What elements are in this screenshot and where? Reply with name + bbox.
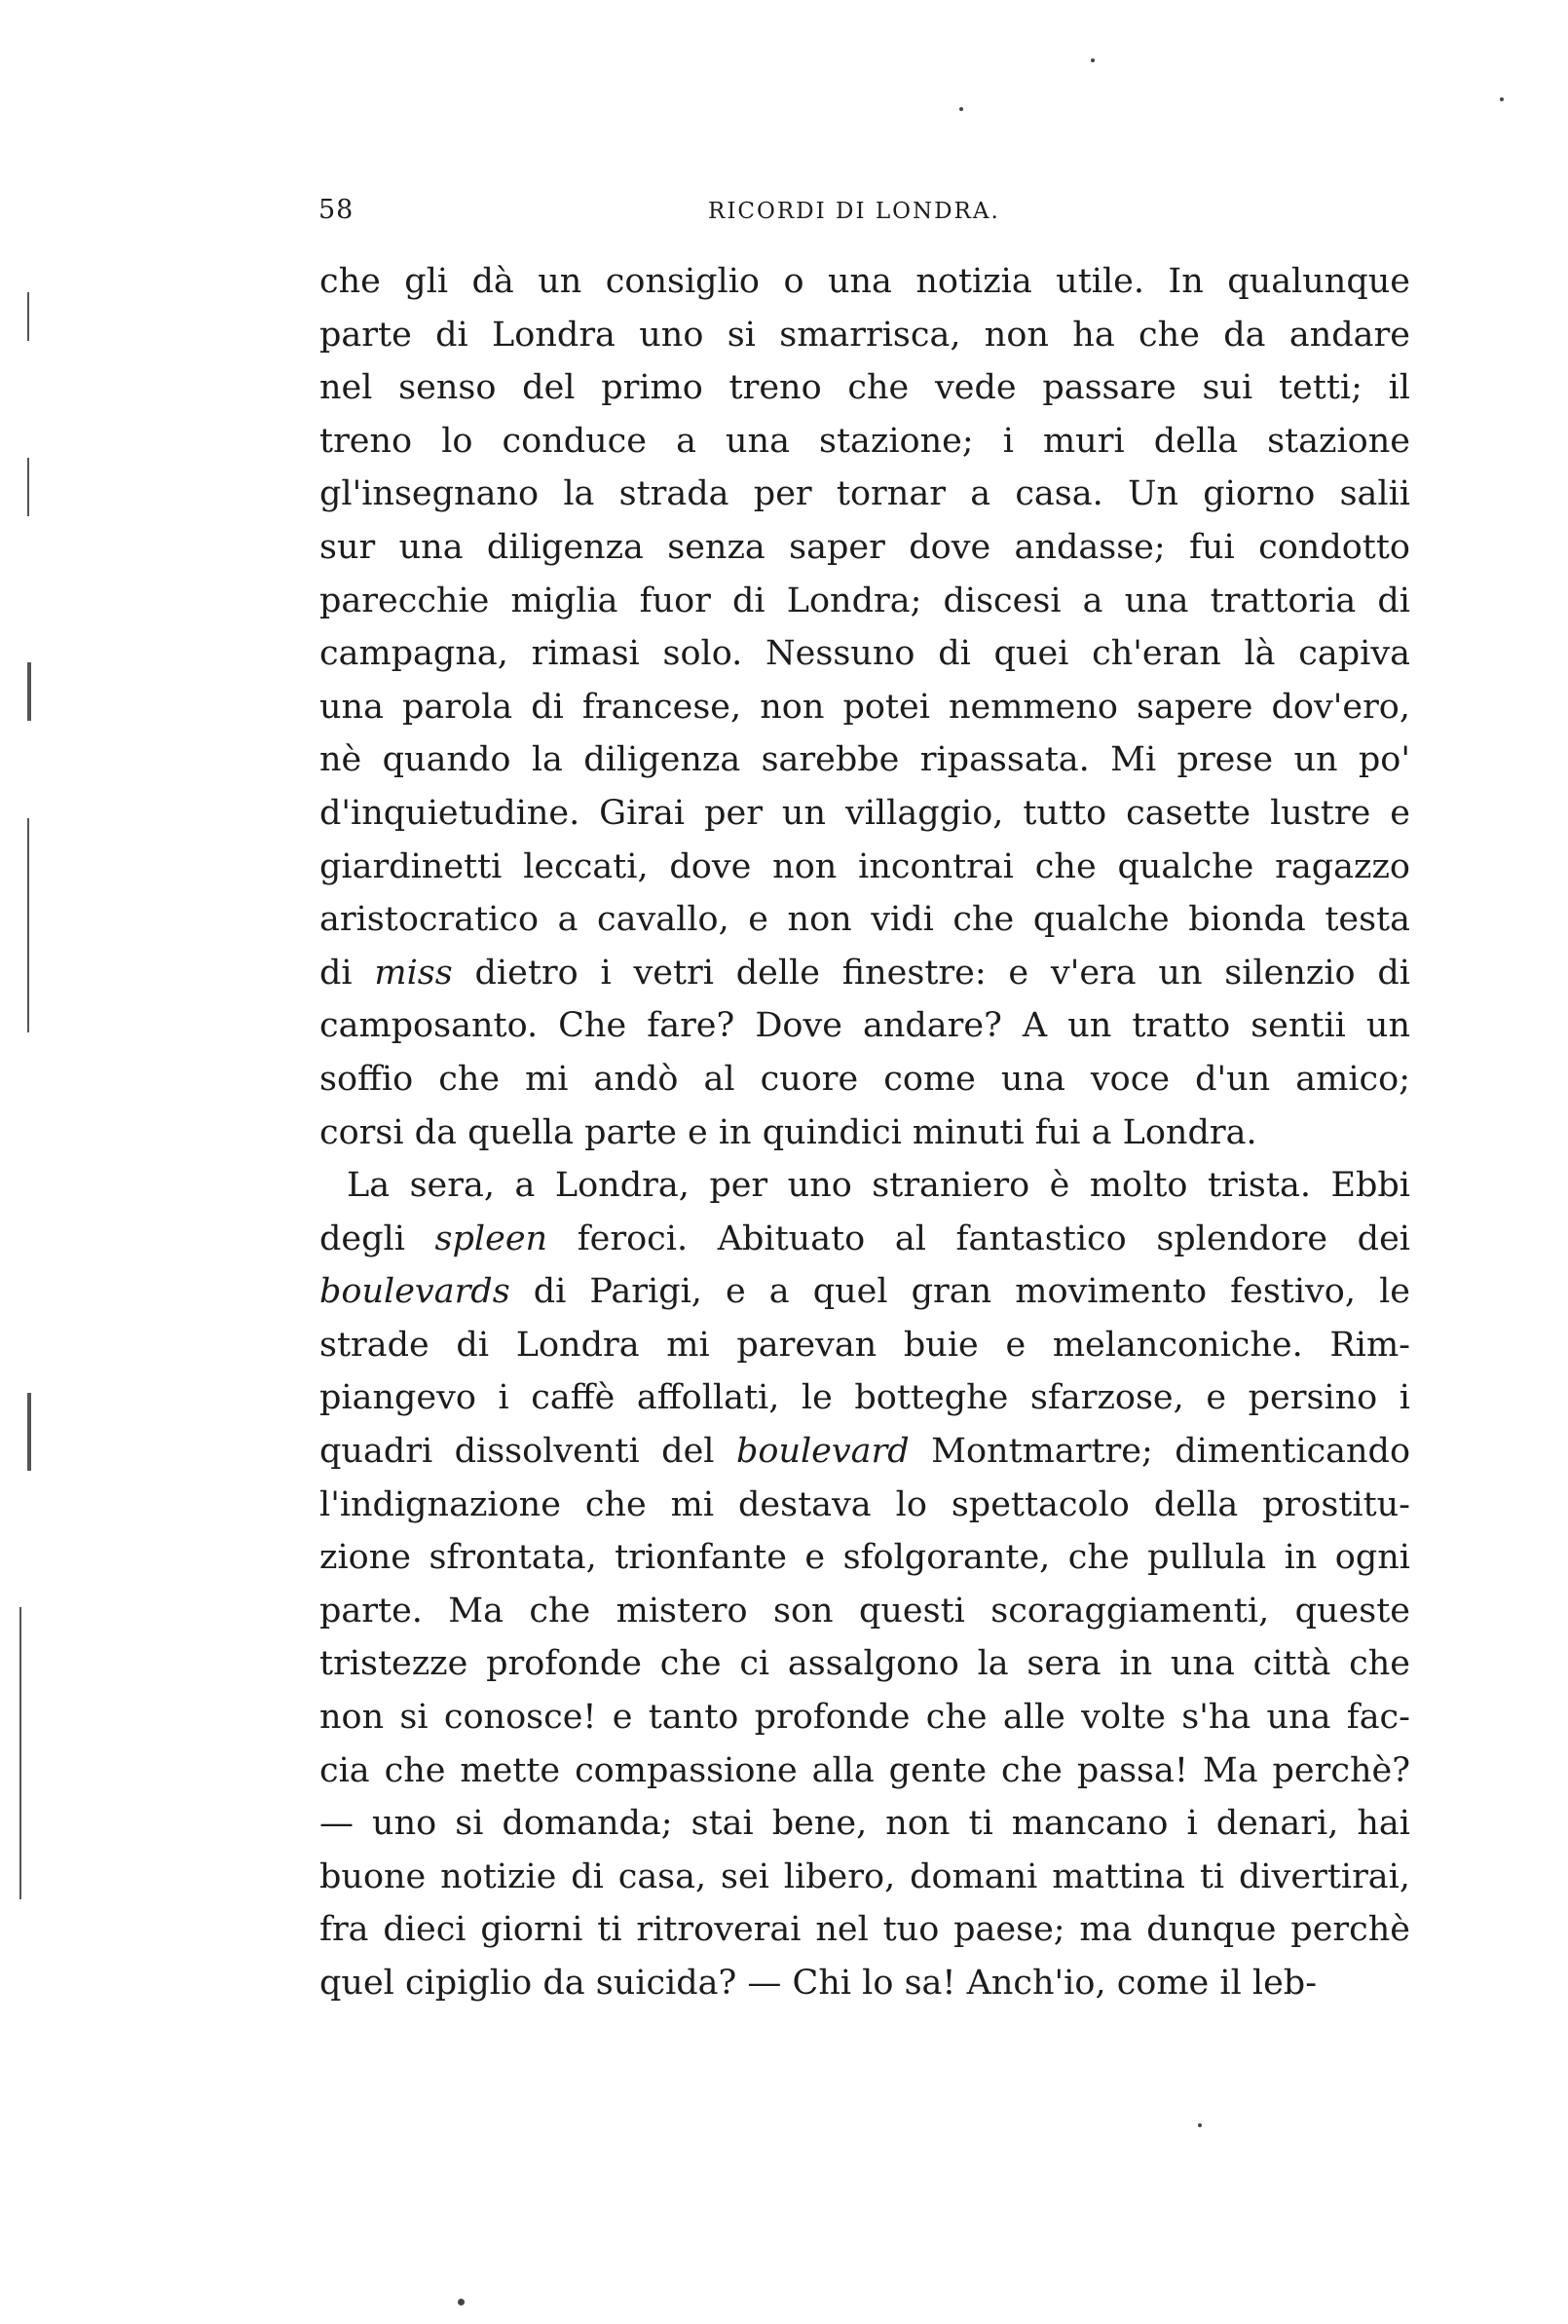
- text-line: tristezze profonde che ci assalgono la sera in una città che: [319, 1644, 1410, 1684]
- text-line: d'inquietudine. Girai per un villaggio, tutto casette lustre e: [319, 793, 1410, 833]
- scan-speck: [959, 107, 963, 111]
- text-line: aristocratico a cavallo, e non vidi che qualche bionda testa: [319, 900, 1410, 940]
- text-span: quadri dissolventi del: [319, 1432, 736, 1472]
- text-line: buone notizie di casa, sei libero, domani mattina ti divertirai,: [319, 1856, 1410, 1896]
- text-line: che gli dà un consiglio o una notizia utile. In qualunque: [319, 262, 1410, 301]
- italic-word: spleen: [434, 1218, 548, 1258]
- scan-speck: [1500, 97, 1504, 101]
- text-line: campagna, rimasi solo. Nessuno di quei ch'eran là capiva: [319, 634, 1410, 674]
- text-span: degli: [319, 1218, 435, 1258]
- text-line: corsi da quella parte e in quindici minuti fui a Londra.: [319, 1112, 1257, 1152]
- running-title: RICORDI DI LONDRA.: [708, 199, 1000, 224]
- text-line: treno lo conduce a una stazione; i muri della stazione: [319, 421, 1410, 461]
- text-line: [319, 1265, 1410, 1319]
- scan-edge-mark: [19, 1607, 21, 1899]
- text-span: dietro i vetri delle finestre: e v'era un silenzio di: [452, 953, 1410, 993]
- text-line: sur una diligenza senza saper dove andasse; fui condotto: [319, 527, 1410, 567]
- text-span: Montmartre; dimenticando: [909, 1432, 1410, 1472]
- text-span: di: [319, 953, 375, 993]
- scan-speck: [458, 2299, 465, 2305]
- text-span: di Parigi, e a quel gran movimento festivo, le: [509, 1272, 1410, 1312]
- text-line: La sera, a Londra, per uno straniero è molto trista. Ebbi: [347, 1166, 1410, 1206]
- text-line: parte. Ma che mistero son questi scoraggiamenti, queste: [319, 1591, 1410, 1631]
- text-line: zione sfrontata, trionfante e sfolgorante, che pullula in ogni: [319, 1538, 1410, 1578]
- scan-speck: [1198, 2123, 1202, 2127]
- scan-edge-mark: [27, 292, 29, 341]
- text-line: [319, 1425, 1410, 1479]
- text-line: — uno si domanda; stai bene, non ti mancano i denari, hai: [319, 1804, 1410, 1844]
- italic-word: boulevard: [735, 1432, 910, 1472]
- body-text: [319, 255, 1410, 2010]
- text-line: piangevo i caffè affollati, le botteghe sfarzose, e persino i: [319, 1378, 1410, 1418]
- italic-word: miss: [374, 953, 453, 993]
- text-line: camposanto. Che fare? Dove andare? A un tratto sentii un: [319, 1006, 1410, 1046]
- text-line: nel senso del primo treno che vede passare sui tetti; il: [319, 368, 1410, 408]
- scan-speck: [1091, 58, 1095, 62]
- text-line: gl'insegnano la strada per tornar a casa. Un giorno salii: [319, 474, 1410, 514]
- text-line: parte di Londra uno si smarrisca, non ha che da andare: [319, 315, 1410, 355]
- italic-word: boulevards: [319, 1272, 510, 1312]
- scan-edge-mark: [27, 662, 31, 721]
- text-line: una parola di francese, non potei nemmeno sapere dov'ero,: [319, 687, 1410, 727]
- scan-edge-mark: [27, 1393, 31, 1471]
- text-line: soffio che mi andò al cuore come una voce d'un amico;: [319, 1059, 1410, 1099]
- text-line: non si conosce! e tanto profonde che alle volte s'ha una fac-: [319, 1698, 1410, 1738]
- text-line: quel cipiglio da suicida? — Chi lo sa! Anch'io, come il leb-: [319, 1964, 1318, 2003]
- scan-edge-mark: [27, 458, 29, 516]
- text-line: l'indignazione che mi destava lo spettacolo della prostitu-: [319, 1484, 1410, 1524]
- text-line: [319, 947, 1410, 1000]
- running-header: [318, 195, 1409, 234]
- scan-edge-mark: [27, 818, 29, 1032]
- text-line: strade di Londra mi parevan buie e melanconiche. Rim-: [319, 1325, 1410, 1365]
- text-line: fra dieci giorni ti ritroverai nel tuo paese; ma dunque perchè: [319, 1910, 1410, 1950]
- page-number: 58: [318, 195, 355, 225]
- text-line: cia che mette compassione alla gente che passa! Ma perchè?: [319, 1750, 1410, 1790]
- text-line: parecchie miglia fuor di Londra; discesi a una trattoria di: [319, 581, 1410, 620]
- text-line: nè quando la diligenza sarebbe ripassata. Mi prese un po': [319, 740, 1410, 780]
- text-line: giardinetti leccati, dove non incontrai che qualche ragazzo: [319, 846, 1410, 886]
- text-span: feroci. Abituato al fantastico splendore dei: [547, 1218, 1410, 1258]
- text-line: [319, 1213, 1410, 1266]
